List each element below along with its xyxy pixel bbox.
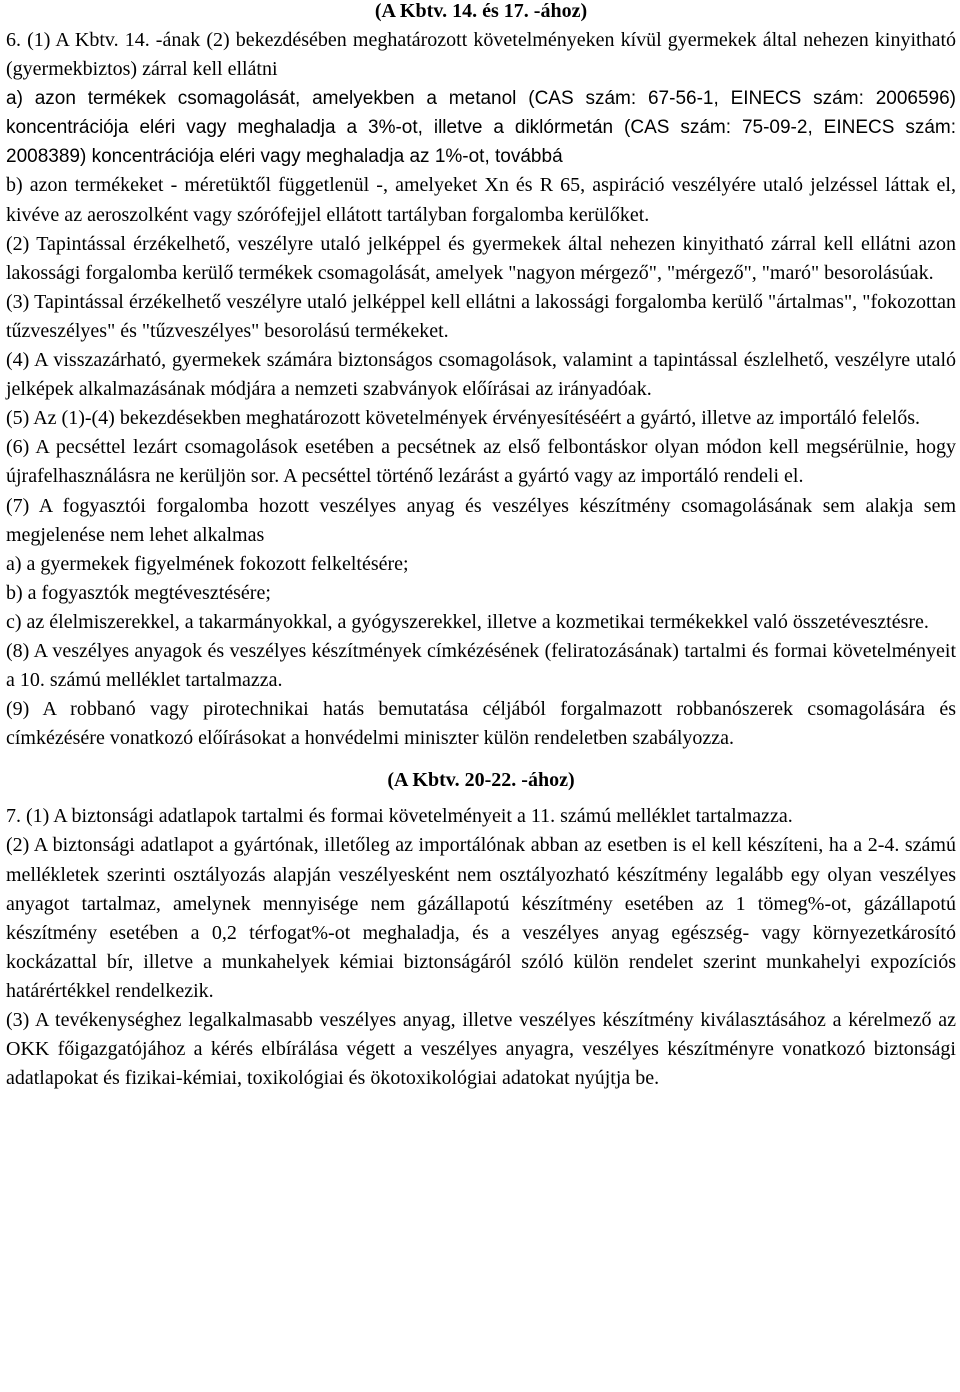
paragraph-6-4: (4) A visszazárható, gyermekek számára biztonságos csomagolások, valamint a tapintással észlelhető, veszélyre utaló jelképek alkalmazásának módjára a nemzeti szabványok előírásai az irányadóak.: [6, 349, 956, 401]
section-heading-kbtv-20-22: (A Kbtv. 20-22. -ához): [387, 769, 575, 792]
paragraph-6-7-b: b) a fogyasztók megtévesztésére;: [6, 581, 271, 604]
paragraph-6-7: (7) A fogyasztói forgalomba hozott veszélyes anyag és veszélyes készítmény csomagolásának sem alakja sem megjelenése nem lehet alkalmas: [6, 494, 956, 546]
paragraph-7-2: (2) A biztonsági adatlapot a gyártónak, illetőleg az importálónak abban az esetben is el kell készíteni, ha a 2-4. számú mellékletek szerinti osztályozás alapján veszélyesként nem osztályozható készítmény legalább egy olyan veszélyes anyagot tartalmaz, amelynek mennyisége nem gázállapotú készítmény esetében az 1 tömeg%-ot, gázállapotú készítmény esetében a 0,2 térfogat%-ot meghaladja, és a veszélyes anyag egészség- vagy környezetkárosító kockázattal bír, illetve a munkahelyek kémiai biztonságáról szóló külön rendelet szerint munkahelyi expozíciós határértékkel rendelkezik.: [6, 834, 956, 1002]
paragraph-6-8: (8) A veszélyes anyagok és veszélyes készítmények címkézésének (feliratozásának) tartalmi és formai követelményeit a 10. számú melléklet tartalmazza.: [6, 639, 956, 692]
paragraph-6-2: (2) Tapintással érzékelhető, veszélyre utaló jelképpel és gyermekek által nehezen kinyitható zárral kell ellátni azon lakossági forgalomba kerülő termékek csomagolását, amelyek "nagyon mérgező", "mérgező", "maró" besorolásúak.: [6, 232, 956, 284]
paragraph-6-1-b: b) azon termékeket - méretüktől függetlenül -, amelyeket Xn és R 65, aspiráció veszélyére utaló jelzéssel láttak el, kivéve az aeroszolként vagy szórófejjel ellátott tartályban forgalomba kerülőket.: [6, 174, 956, 226]
paragraph-6-6: (6) A pecséttel lezárt csomagolások esetében a pecsétnek az első felbontáskor olyan módon kell megsérülnie, hogy újrafelhasználásra ne kerüljön sor. A pecséttel történő lezárást a gyártó vagy az importáló rendeli el.: [6, 436, 956, 488]
paragraph-6-7-a: a) a gyermekek figyelmének fokozott felkeltésére;: [6, 552, 409, 575]
paragraph-6-5: (5) Az (1)-(4) bekezdésekben meghatározott követelmények érvényesítéséért a gyártó, illetve az importáló felelős.: [6, 407, 921, 430]
paragraph-6-9: (9) A robbanó vagy pirotechnikai hatás bemutatása céljából forgalmazott robbanószerek csomagolására és címkézésére vonatkozó előírásokat a honvédelmi miniszter külön rendeletben szabályozza.: [6, 698, 956, 750]
section-heading-kbtv-14-17: (A Kbtv. 14. és 17. -ához): [374, 0, 588, 22]
paragraph-7-3: (3) A tevékenységhez legalkalmasabb veszélyes anyag, illetve veszélyes készítmény kiválasztásához a kérelmező az OKK főigazgatójához a kérés elbírálása végett a veszélyes anyagra, veszélyes készítményre vonatkozó biztonsági adatlapokat és fizikai-kémiai, toxikológiai és ökotoxikológiai adatokat nyújtja be.: [6, 1009, 956, 1090]
paragraph-6-7-c: c) az élelmiszerekkel, a takarmányokkal, a gyógyszerekkel, illetve a kozmetikai termékekkel való összetévesztésre.: [6, 610, 929, 633]
paragraph-6-1: 6. (1) A Kbtv. 14. -ának (2) bekezdésében meghatározott követelményeken kívül gyermekek által nehezen kinyitható (gyermekbiztos) zárral kell ellátni: [6, 29, 956, 81]
paragraph-6-3: (3) Tapintással érzékelhető veszélyre utaló jelképpel kell ellátni a lakossági forgalomba kerülő "ártalmas", "fokozottan tűzveszélyes" és "tűzveszélyes" besorolású termékeket.: [6, 290, 956, 342]
paragraph-6-1-a-text: a) azon termékek csomagolását, amelyekben a metanol (CAS szám: 67-56-1, EINECS szám: 2006596) koncentrációja eléri vagy meghaladja a 3%-ot, illetve a diklórmetán (CAS szám: 75-09-2, EINECS szám: 2008389) koncentrációja eléri vagy meghaladja az 1%-ot, továbbá: [6, 88, 956, 168]
paragraph-7-1: 7. (1) A biztonsági adatlapok tartalmi és formai követelményeit a 11. számú melléklet tartalmazza.: [6, 805, 793, 828]
paragraph-6-1-a: [6, 84, 956, 171]
